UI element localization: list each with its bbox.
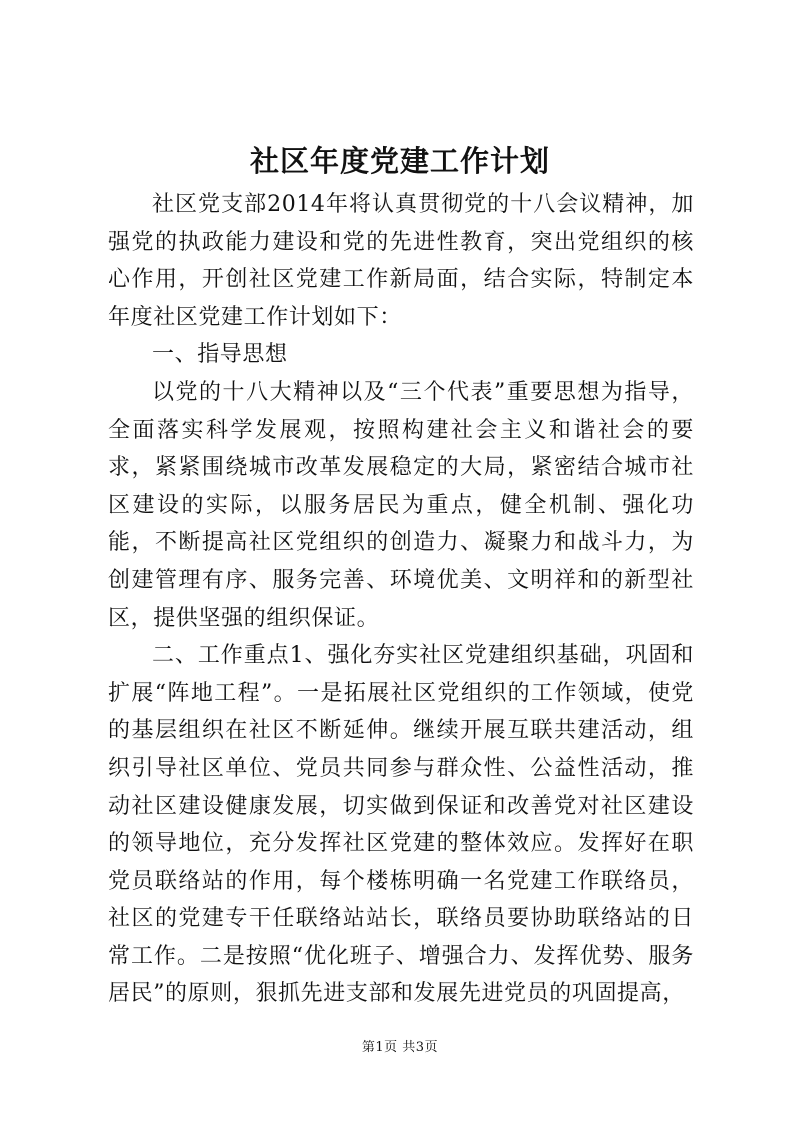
document-title: 社区年度党建工作计划 [249, 144, 550, 178]
page-footer: 第1页 共3页 [361, 1040, 439, 1055]
document-body [108, 186, 694, 1013]
guiding-thought-paragraph: 以党的十八大精神以及“三个代表”重要思想为指导，全面落实科学发展观，按照构建社会主义和谐社会的要求，紧紧围绕城市改革发展稳定的大局，紧密结合城市社区建设的实际，以服务居民为重点，健全机制、强化功能，不断提高社区党组织的创造力、凝聚力和战斗力，为创建管理有序、服务完善、环境优美、文明祥和的新型社区，提供坚强的组织保证。 [108, 379, 694, 631]
intro-paragraph: 社区党支部2014年将认真贯彻党的十八会议精神，加强党的执政能力建设和党的先进性教育，突出党组织的核心作用，开创社区党建工作新局面，结合实际，特制定本年度社区党建工作计划如下： [108, 192, 694, 330]
work-focus-paragraph: 二、工作重点1、强化夯实社区党建组织基础，巩固和扩展“阵地工程”。一是拓展社区党组织的工作领域，使党的基层组织在社区不断延伸。继续开展互联共建活动，组织引导社区单位、党员共同参与群众性、公益性活动，推动社区建设健康发展，切实做到保证和改善党对社区建设的领导地位，充分发挥社区党建的整体效应。发挥好在职党员联络站的作用，每个楼栋明确一名党建工作联络员，社区的党建专干任联络站站长，联络员要协助联络站的日常工作。二是按照“优化班子、增强合力、发挥优势、服务居民”的原则，狠抓先进支部和发展先进党员的巩固提高， [108, 643, 694, 1007]
section-heading-guiding-thought: 一、指导思想 [152, 342, 288, 368]
